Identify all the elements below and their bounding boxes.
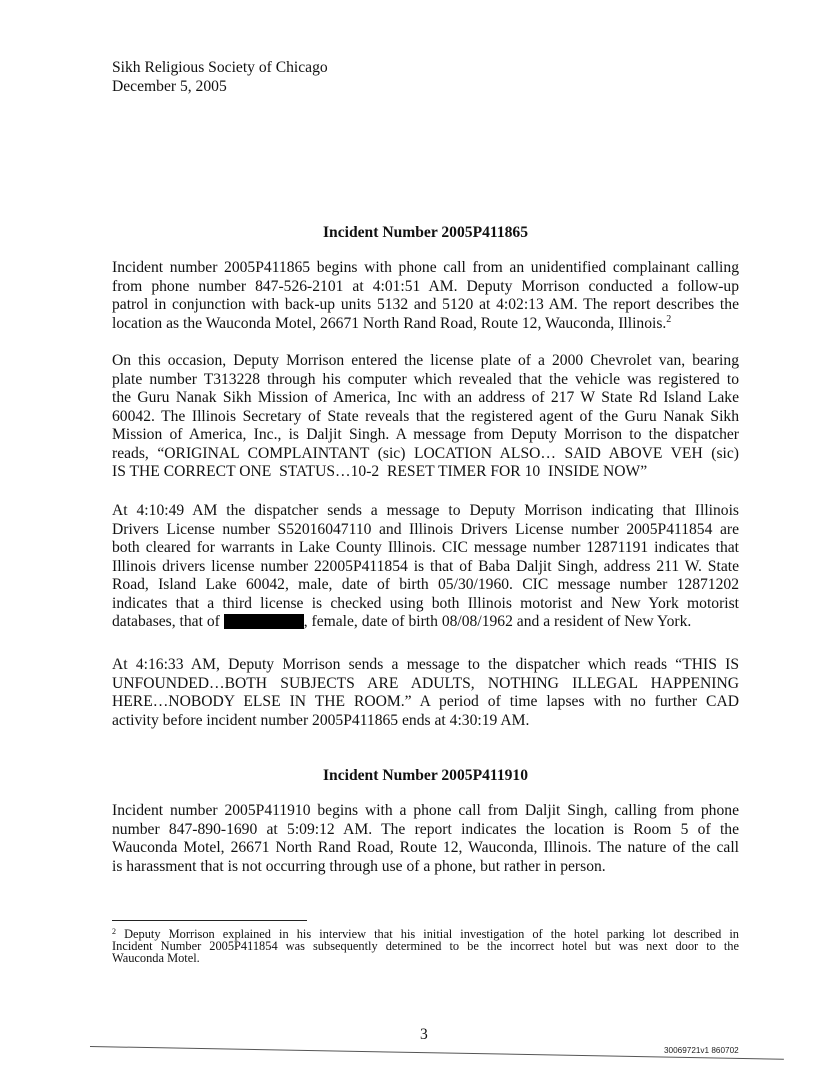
text-line: activity before incident number 2005P411865 ends at 4:30:19 AM. (112, 711, 530, 729)
text-line: Wauconda Motel, 26671 North Rand Road, Route 12, Wauconda, Illinois. The nature of the call (112, 839, 739, 857)
text-line: UNFOUNDED…BOTH SUBJECTS ARE ADULTS, NOTHING ILLEGAL HAPPENING (112, 674, 739, 692)
footnote-line-text: Deputy Morrison explained in his interview that his initial investigation of the hotel parking lot described in (116, 927, 739, 941)
text-line: reads, “ORIGINAL COMPLAINTANT (sic) LOCATION ALSO… SAID ABOVE VEH (sic) (112, 444, 739, 462)
section-heading: Incident Number 2005P411910 (322, 767, 529, 784)
text-line: patrol in conjunction with back-up units 5132 and 5120 at 4:02:13 AM. The report describes the (112, 296, 739, 314)
letter-header (112, 59, 328, 96)
redaction-box (224, 614, 304, 629)
footnote-reference[interactable]: 2 (666, 313, 672, 325)
paragraph (112, 656, 739, 730)
paragraph (112, 802, 739, 876)
text-line: number 847-890-1690 at 5:09:12 AM. The report indicates the location is Room 5 of the (112, 820, 739, 838)
text-line: Road, Island Lake 60042, male, date of birth 05/30/1960. CIC message number 12871202 (112, 576, 739, 594)
text-line: indicates that a third license is checked using both Illinois motorist and New York motorist (112, 594, 739, 612)
text-line: Mission of America, Inc., is Daljit Singh. A message from Deputy Morrison to the dispatcher (112, 426, 739, 444)
text-line: HERE…NOBODY ELSE IN THE ROOM.” A period of time lapses with no further CAD (112, 693, 739, 711)
text-line (112, 315, 739, 334)
footnote-separator (112, 920, 307, 921)
document-id: 30069721v1 860702 (664, 1046, 739, 1055)
text-line: On this occasion, Deputy Morrison entered the license plate of a 2000 Chevrolet van, bearing (112, 352, 739, 369)
paragraph (112, 259, 739, 333)
text-line: At 4:16:33 AM, Deputy Morrison sends a message to the dispatcher which reads “THIS IS (112, 656, 739, 673)
paragraph (112, 502, 739, 632)
text-line: is harassment that is not occurring through use of a phone, but rather in person. (112, 857, 606, 875)
footnote-number: 2 (112, 927, 116, 936)
footnote-line: Wauconda Motel. (112, 951, 200, 966)
section-heading: Incident Number 2005P411865 (322, 224, 529, 241)
footnote-line: Incident Number 2005P411854 was subsequently determined to be the incorrect hotel but was next door to the (112, 939, 739, 954)
text-line: Illinois drivers license number 22005P411854 is that of Baba Daljit Singh, address 211 W. State (112, 557, 739, 575)
text-after-redaction: , female, date of birth 08/08/1962 and a resident of New York. (303, 613, 692, 631)
text-line: from phone number 847-526-2101 at 4:01:51 AM. Deputy Morrison conducted a follow-up (112, 277, 739, 295)
letter-date: December 5, 2005 (112, 77, 227, 95)
text-line: 60042. The Illinois Secretary of State reveals that the registered agent of the Guru Nanak Sikh (112, 407, 739, 425)
text-line: At 4:10:49 AM the dispatcher sends a message to Deputy Morrison indicating that Illinois (112, 502, 739, 519)
text-before-redaction: databases, that of (112, 613, 224, 631)
organization-name: Sikh Religious Society of Chicago (112, 59, 328, 76)
page-number: 3 (420, 1026, 428, 1043)
text-line: the Guru Nanak Sikh Mission of America, Inc with an address of 217 W State Rd Island Lake (112, 389, 739, 407)
text-line: Incident number 2005P411910 begins with a phone call from Daljit Singh, calling from phone (112, 802, 739, 819)
text-line: both cleared for warrants in Lake County Illinois. CIC message number 12871191 indicates that (112, 539, 739, 557)
text-line: Drivers License number S52016047110 and Illinois Drivers License number 2005P411854 are (112, 520, 739, 538)
footnote (112, 928, 739, 965)
text-line: plate number T313228 through his computer which revealed that the vehicle was registered to (112, 370, 739, 388)
text-line-content: location as the Wauconda Motel, 26671 North Rand Road, Route 12, Wauconda, Illinois. (112, 314, 667, 332)
text-line: Incident number 2005P411865 begins with phone call from an unidentified complainant calling (112, 259, 739, 276)
paragraph (112, 352, 739, 482)
text-line (112, 613, 739, 632)
text-line: IS THE CORRECT ONE STATUS…10-2 RESET TIMER FOR 10 INSIDE NOW” (112, 463, 648, 481)
